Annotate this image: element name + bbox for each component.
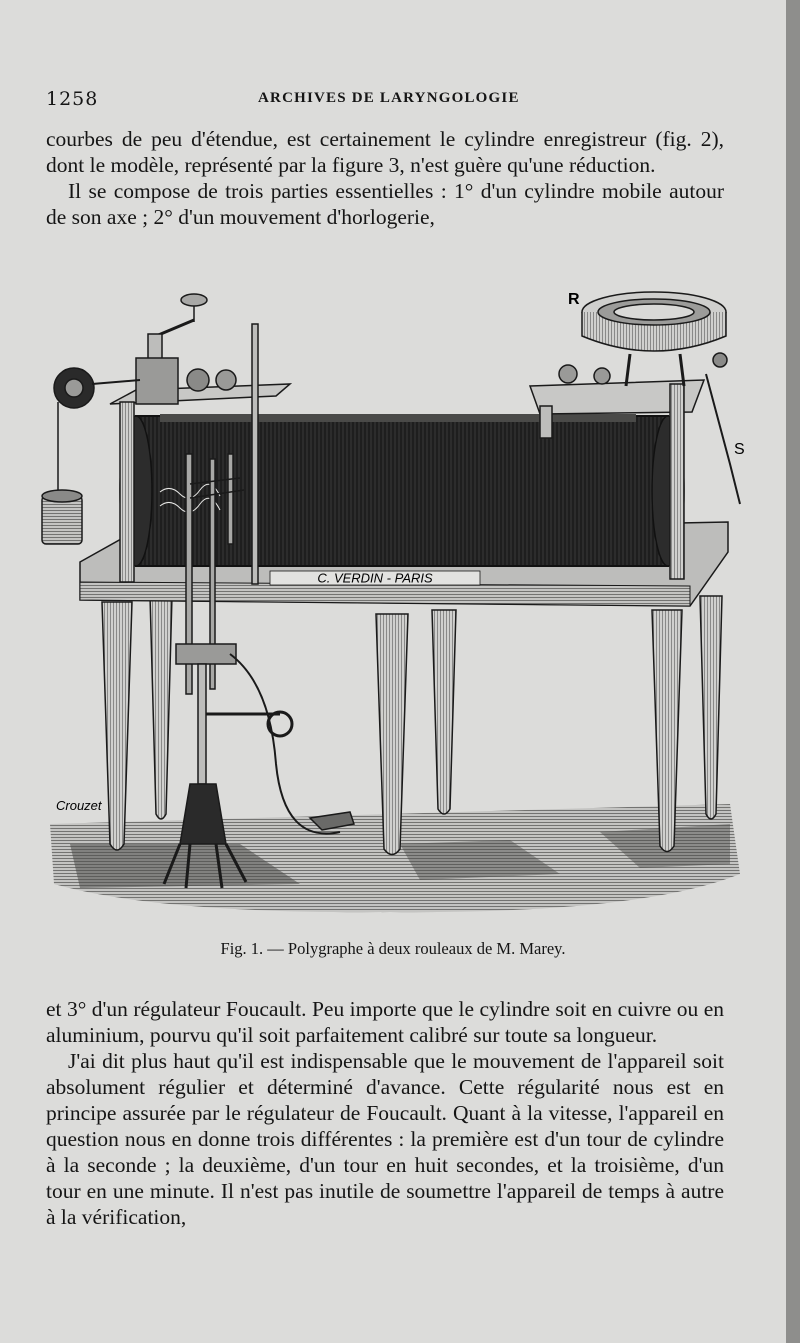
engraver-signature: Crouzet: [56, 798, 102, 813]
body-text-top: [46, 126, 724, 230]
body-text-bottom: [46, 996, 724, 1230]
recording-drum: [120, 414, 684, 566]
figure-caption: Fig. 1. — Polygraphe à deux rouleaux de M. Marey.: [220, 939, 566, 958]
figure-polygraph-engraving: [40, 284, 746, 924]
label-s: S: [734, 441, 745, 458]
page-header: [46, 88, 726, 112]
paragraph: Il se compose de trois parties essentielles : 1° d'un cylindre mobile autour de son axe ; 2° d'un mouvement d'horlogerie,: [46, 179, 724, 229]
paragraph: et 3° d'un régulateur Foucault. Peu importe que le cylindre soit en cuivre ou en aluminium, pourvu qu'il soit parfaitement calibré sur toute sa longueur.: [46, 997, 724, 1047]
page-number: 1258: [46, 88, 99, 110]
running-title: ARCHIVES DE LARYNGOLOGIE: [258, 90, 520, 106]
maker-plate: C. VERDIN - PARIS: [317, 570, 433, 586]
paragraph: courbes de peu d'étendue, est certainement le cylindre enregistreur (fig. 2), dont le modèle, représenté par la figure 3, n'est guère qu'une réduction.: [46, 127, 724, 177]
polygraph-illustration: [40, 284, 746, 924]
label-r: R: [568, 291, 580, 308]
paragraph: J'ai dit plus haut qu'il est indispensable que le mouvement de l'appareil soit absolument régulier et déterminé d'avance. Cette régularité nous est en principe assurée par le régulateur de Foucault. Quant à la vitesse, l'appareil en question nous en donne trois différentes : la première est d'un tour de cylindre à la seconde ; la deuxième, d'un tour en huit secondes, et la troisième, d'un tour en une minute. Il n'est pas inutile de soumettre l'appareil de temps à autre à la vérification,: [46, 1049, 724, 1229]
